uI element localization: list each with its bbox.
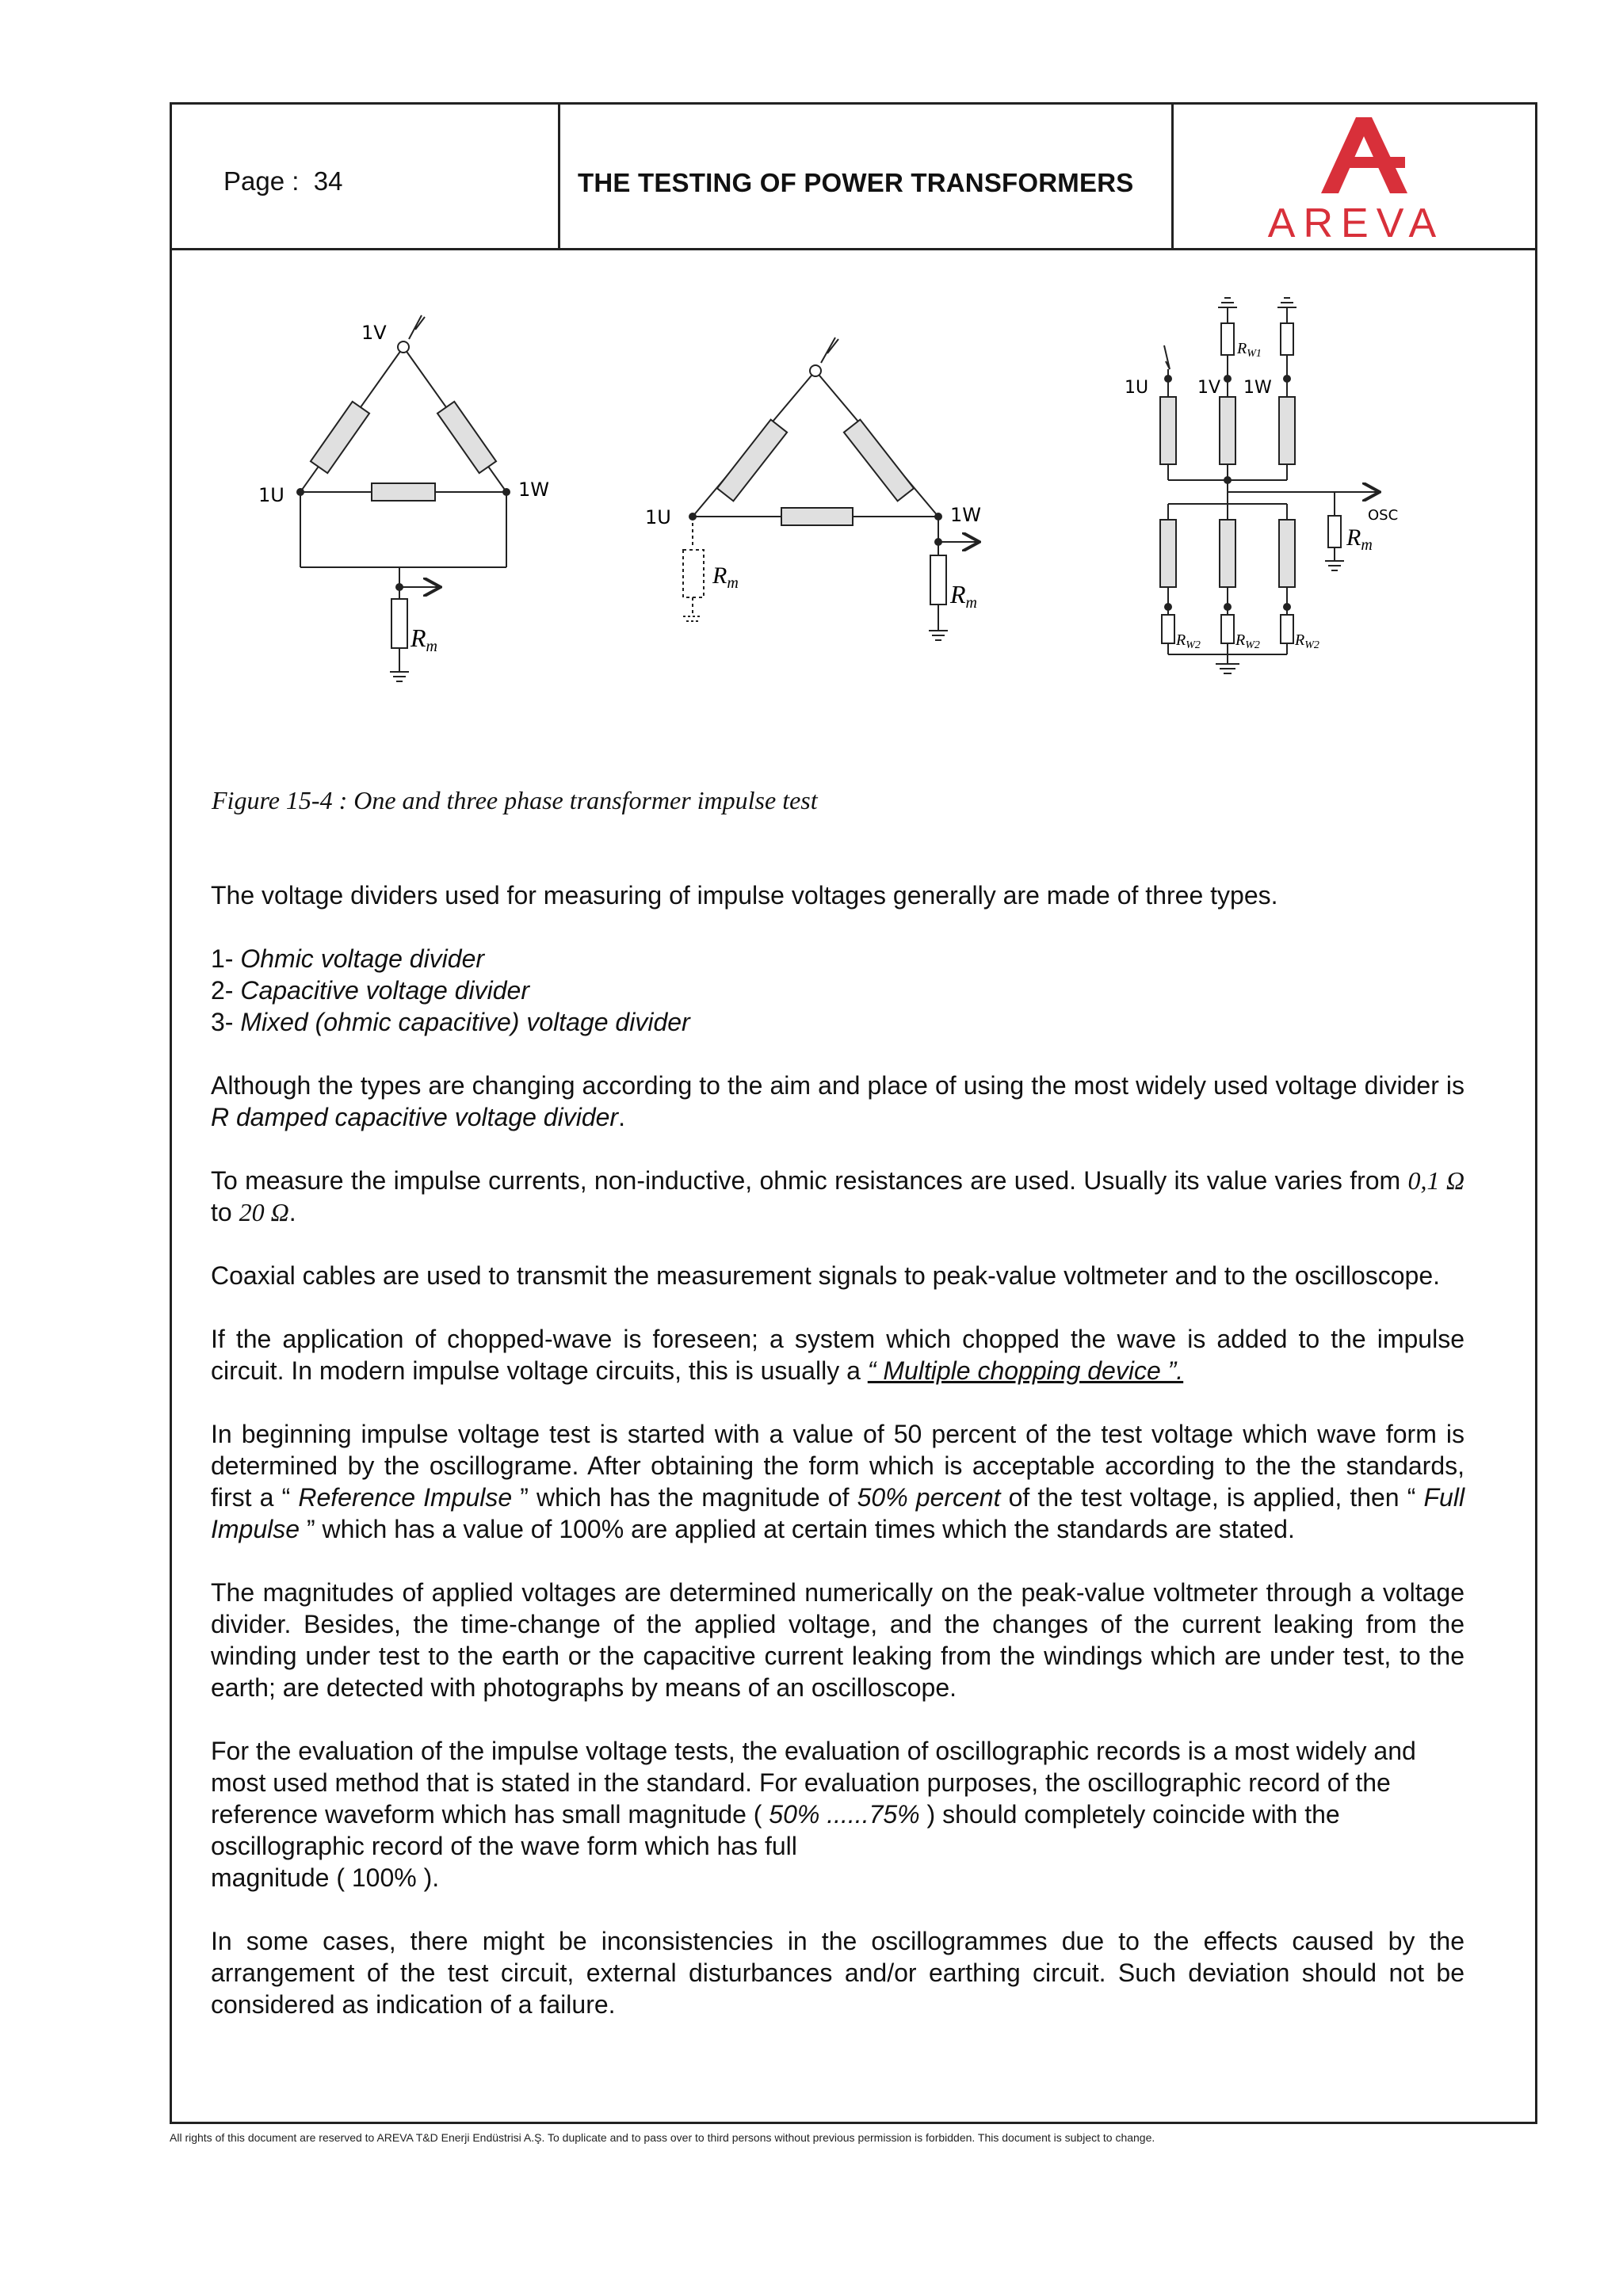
single-phase-circuit	[300, 315, 506, 681]
node-1w-label-star: 1W	[1243, 378, 1272, 398]
figure-caption: Figure 15-4 : One and three phase transformer impulse test	[212, 786, 818, 814]
paragraph-inconsistencies: In some cases, there might be inconsistencies in the oscillogrammes due to the effects caused by the arrangement of the test circuit, external disturbances and/or earthing circuit. Such deviation should not be considered as indication of a failure.	[211, 1927, 1465, 2019]
rw1-label: $R_{W1}$	[1237, 340, 1262, 360]
page-header	[170, 102, 1537, 250]
paragraph-divider-types: The voltage dividers used for measuring of impulse voltages generally are made of three types.	[211, 881, 1278, 910]
three-phase-star-circuit	[1160, 298, 1378, 673]
page-number-cell	[172, 105, 560, 248]
node-1u-label-mid: 1U	[645, 506, 671, 528]
list-item: 1- Ohmic voltage divider	[211, 944, 485, 973]
title-cell	[560, 105, 1174, 248]
paragraph-evaluation: For the evaluation of the impulse voltage tests, the evaluation of oscillographic records is a most widely and most used method that is stated in the standard. For evaluation purposes, the oscillographic record of the reference waveform which has small magnitude ( 50% ......75% ) should completely coincide with the oscillographic record of the wave form which has full magnitude ( 100% ).	[211, 1737, 1416, 1892]
page-number	[223, 166, 342, 196]
impulse-test-circuits	[170, 250, 1537, 765]
paragraph-applied-voltages: The magnitudes of applied voltages are determined numerically on the peak-value voltmeter through a voltage divider. Besides, the time-change of the applied voltage, and the changes of the current leaking from the winding under test to the earth or the capacitive current leaking from the windings which are under test, to the earth; are detected with photographs by means of an oscilloscope.	[211, 1578, 1465, 1702]
node-1w-label-mid: 1W	[950, 504, 981, 526]
logo-wordmark: AREVA	[1267, 200, 1445, 246]
rw2-label-2: $R_{W2}$	[1235, 631, 1260, 651]
osc-label: OSC	[1368, 507, 1399, 524]
copyright-footer: All rights of this document are reserved to AREVA T&D Enerji Endüstrisi A.Ş. To duplicate and to pass over to third persons without previous permission is forbidden. This document is subject to change.	[170, 2131, 1155, 2144]
document-title: THE TESTING OF POWER TRANSFORMERS	[578, 168, 1134, 197]
page-number-value: 34	[313, 166, 343, 196]
paragraph-impulse-currents: To measure the impulse currents, non-inductive, ohmic resistances are used. Usually its value varies from 0,1 Ω to 20 Ω.	[211, 1166, 1465, 1226]
list-item: 3- Mixed (ohmic capacitive) voltage divider	[211, 1008, 690, 1036]
list-item: 2- Capacitive voltage divider	[211, 976, 529, 1005]
paragraph-test-sequence: In beginning impulse voltage test is started with a value of 50 percent of the test voltage which wave form is determined by the oscillograme. After obtaining the form which is acceptable according to the the standards, first a “ Reference Impulse ” which has the magnitude of 50% percent of the test voltage, is applied, then “ Full Impulse ” which has a value of 100% are applied at certain times which the standards are stated.	[211, 1420, 1465, 1543]
rm-label-star: $R_m$	[1346, 524, 1373, 554]
rm-label-mid-left: $R_m$	[712, 563, 739, 592]
circuit-figure	[170, 250, 1537, 765]
rw2-label-1: $R_{W2}$	[1176, 631, 1201, 651]
logo-cell	[1174, 105, 1535, 248]
three-phase-delta-circuit	[683, 338, 978, 640]
paragraph-most-used-divider: Although the types are changing according to the aim and place of using the most widely used voltage divider is R damped capacitive voltage divider.	[211, 1071, 1465, 1131]
areva-logo	[1245, 114, 1467, 245]
node-1w-label: 1W	[518, 479, 549, 501]
rm-label-mid-right: Rm	[950, 580, 977, 612]
node-1v-label-star: 1V	[1197, 378, 1221, 398]
paragraph-chopped-wave: If the application of chopped-wave is foreseen; a system which chopped the wave is added to the impulse circuit. In modern impulse voltage circuits, this is usually a “ Multiple chopping device ”.	[211, 1325, 1465, 1385]
paragraph-coaxial-cables: Coaxial cables are used to transmit the measurement signals to peak-value voltmeter and to the oscilloscope.	[211, 1261, 1441, 1290]
node-1u-label-star: 1U	[1125, 378, 1149, 398]
rm-label: Rm	[411, 624, 437, 655]
areva-a-mark-icon	[1245, 114, 1467, 201]
divider-type-list	[211, 943, 1465, 1038]
node-1u-label: 1U	[258, 484, 285, 506]
rw2-label-3: $R_{W2}$	[1295, 631, 1319, 651]
node-1v-label: 1V	[361, 322, 387, 344]
body-text	[211, 879, 1465, 2052]
page-label: Page :	[223, 166, 300, 196]
